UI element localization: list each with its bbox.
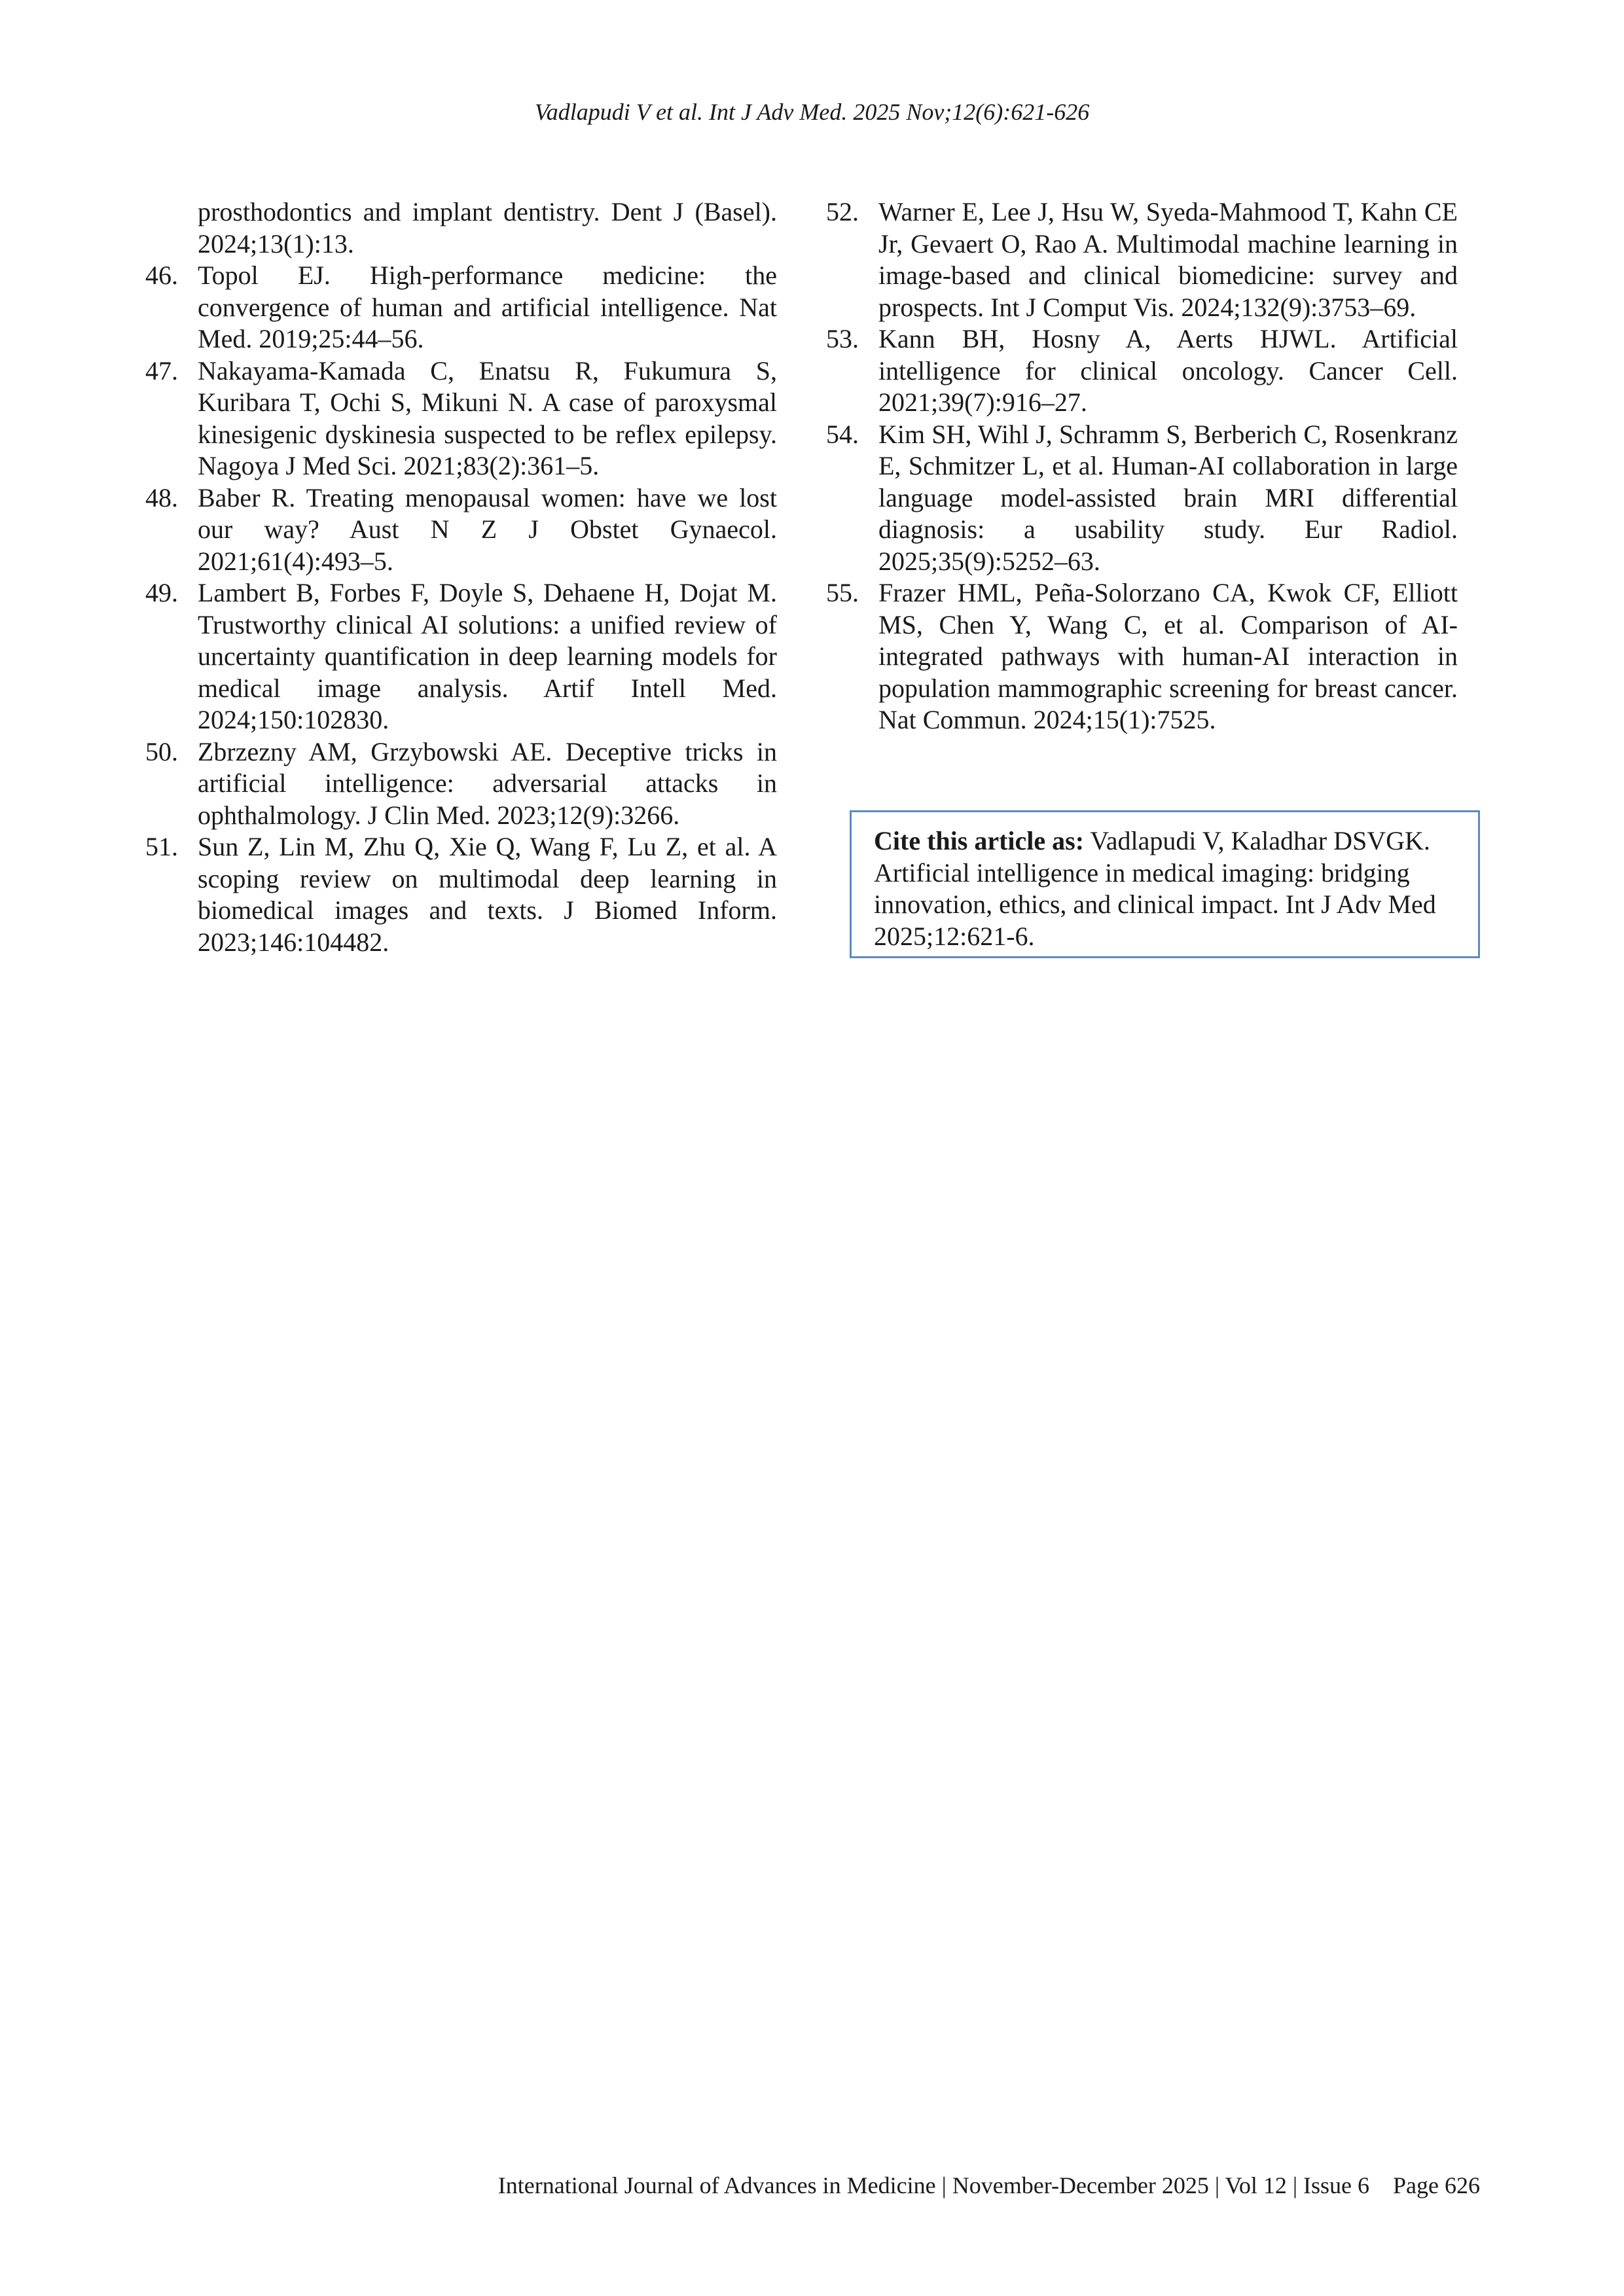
reference-item bbox=[145, 577, 777, 736]
reference-text: Baber R. Treating menopausal women: have we lost our way? Aust N Z J Obstet Gynaecol. 2021;61(4):493–5. bbox=[198, 482, 777, 576]
reference-text: Kim SH, Wihl J, Schramm S, Berberich C, Rosenkranz E, Schmitzer L, et al. Human-AI collaboration in large language model-assisted brain MRI differential diagnosis: a usability study. Eur Radiol. 2025;35(9):5252–63. bbox=[878, 419, 1458, 576]
reference-number: 50. bbox=[145, 736, 178, 766]
reference-item bbox=[826, 196, 1458, 323]
reference-item bbox=[826, 419, 1458, 578]
reference-text: prosthodontics and implant dentistry. Dent J (Basel). 2024;13(1):13. bbox=[198, 197, 777, 259]
reference-number: 48. bbox=[145, 482, 178, 512]
reference-number: 55. bbox=[826, 578, 859, 607]
reference-number: 47. bbox=[145, 355, 178, 386]
cite-text: Vadlapudi V, Kaladhar DSVGK. Artificial intelligence in medical imaging: bridging innovation, ethics, and clinical impact. Int J Adv Med 2025;12:621-6. bbox=[874, 826, 1436, 951]
reference-text: Warner E, Lee J, Hsu W, Syeda-Mahmood T, Kahn CE Jr, Gevaert O, Rao A. Multimodal machine learning in image-based and clinical biomedicine: survey and prospects. Int J Comput Vis. 2024;132(9):3753–69. bbox=[878, 197, 1458, 322]
reference-item bbox=[145, 260, 777, 355]
cite-article-box bbox=[850, 810, 1480, 958]
references-left-column bbox=[145, 196, 777, 958]
reference-number: 46. bbox=[145, 260, 178, 290]
cite-label: Cite this article as: bbox=[874, 826, 1085, 855]
reference-item bbox=[826, 577, 1458, 736]
reference-text: Topol EJ. High-performance medicine: the convergence of human and artificial intelligence. Nat Med. 2019;25:44–56. bbox=[198, 260, 777, 353]
reference-number: 53. bbox=[826, 324, 859, 353]
reference-text: Kann BH, Hosny A, Aerts HJWL. Artificial intelligence for clinical oncology. Cancer Cell. 2021;39(7):916–27. bbox=[878, 324, 1458, 417]
reference-text: Sun Z, Lin M, Zhu Q, Xie Q, Wang F, Lu Z, et al. A scoping review on multimodal deep learning in biomedical images and texts. J Biomed Inform. 2023;146:104482. bbox=[198, 832, 777, 957]
reference-text: Zbrzezny AM, Grzybowski AE. Deceptive tricks in artificial intelligence: adversarial attacks in ophthalmology. J Clin Med. 2023;12(9):3266. bbox=[198, 736, 777, 830]
page-footer: International Journal of Advances in Medicine | November-December 2025 | Vol 12 | Issue 6 Page 626 bbox=[497, 2172, 1480, 2198]
references-right-column bbox=[826, 196, 1458, 736]
reference-text: Frazer HML, Peña-Solorzano CA, Kwok CF, Elliott MS, Chen Y, Wang C, et al. Comparison of AI-integrated pathways with human-AI interaction in population mammographic screening for breast cancer. Nat Commun. 2024;15(1):7525. bbox=[878, 578, 1458, 734]
reference-text: Lambert B, Forbes F, Doyle S, Dehaene H, Dojat M. Trustworthy clinical AI solutions: a unified review of uncertainty quantification in deep learning models for medical image analysis. Artif Intell Med. 2024;150:102830. bbox=[198, 578, 777, 734]
reference-number: 52. bbox=[826, 197, 859, 226]
reference-item bbox=[145, 355, 777, 482]
reference-item bbox=[145, 736, 777, 832]
reference-item bbox=[145, 831, 777, 958]
reference-item bbox=[171, 196, 777, 260]
reference-item bbox=[145, 482, 777, 578]
reference-number: 54. bbox=[826, 419, 859, 449]
reference-text: Nakayama-Kamada C, Enatsu R, Fukumura S, Kuribara T, Ochi S, Mikuni N. A case of paroxysmal kinesigenic dyskinesia suspected to be reflex epilepsy. Nagoya J Med Sci. 2021;83(2):361–5. bbox=[198, 355, 777, 480]
reference-number: 51. bbox=[145, 832, 178, 861]
reference-number: 49. bbox=[145, 578, 178, 607]
running-head: Vadlapudi V et al. Int J Adv Med. 2025 Nov;12(6):621-626 bbox=[534, 99, 1090, 125]
reference-item bbox=[826, 323, 1458, 419]
